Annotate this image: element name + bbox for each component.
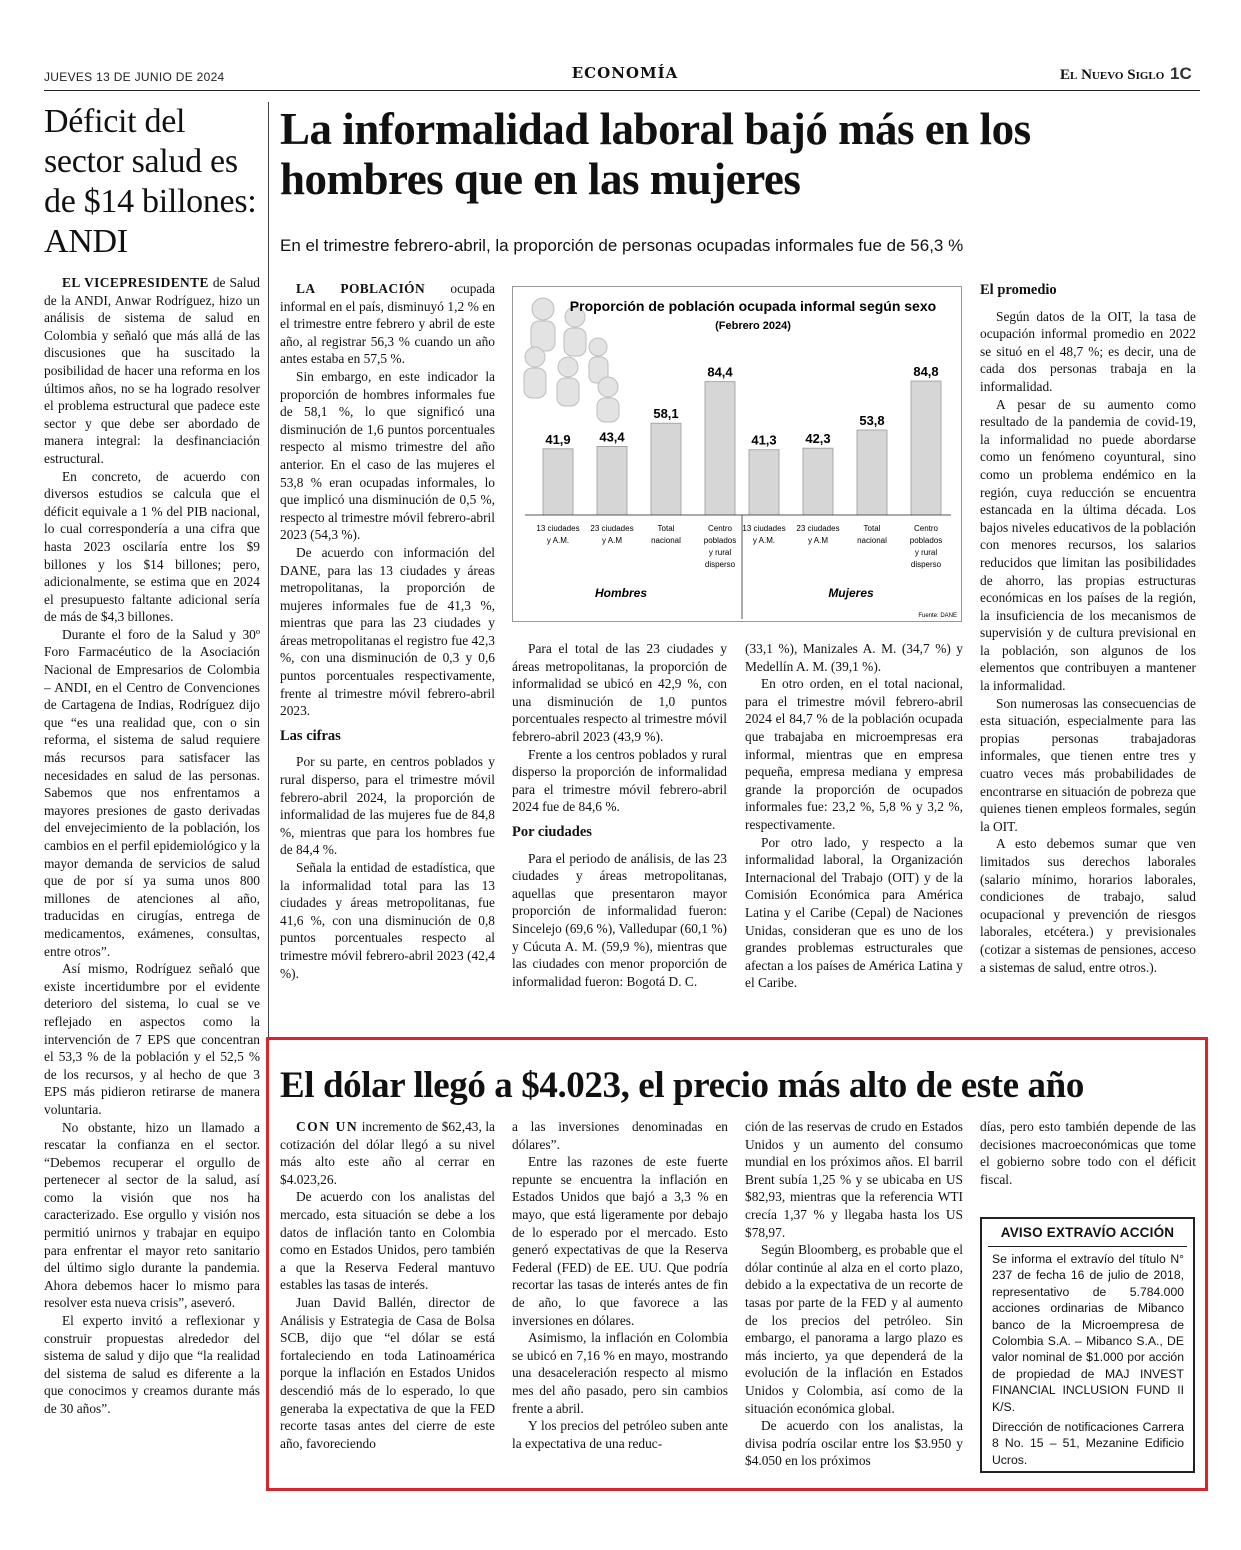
- chart-title: Proporción de población ocupada informal según sexo: [569, 298, 937, 314]
- sidebar-paragraph: Durante el foro de la Salud y 30º Foro Farmacéutico de la Asociación Nacional de Empresarios de Colombia – ANDI, en el Centro de Convenciones de Cartagena de Indias, Rodríguez dijo que “es una realidad que, con o sin reforma, el sistema de salud requiere más recursos para satisfacer las necesidades en salud de las personas. Sabemos que nos enfrentamos a mayores presiones de gasto derivadas del envejecimiento de la población, los cambios en el perfil epidemiológico y la mayor demanda de servicios de salud que de por sí ya suma unos 800 millones de atenciones al año, traducidas en cirugías, entrega de medicamentos, exámenes, consultas, entre otros”.: [44, 626, 260, 959]
- dollar-column-3: [745, 1118, 963, 1483]
- article-paragraph: Entre las razones de este fuerte repunte se encuentra la inflación en Estados Unidos que bajó a 3,3 % en mayo, que está ligeramente por debajo de lo esperado por el mercado. Esto generó expectativas de que la Reserva Federal (FED) de EE. UU. Que podría recortar las tasas de interés antes de fin de año, lo que favorece a las inversiones en dólares.: [512, 1154, 728, 1328]
- chart-bar: [651, 423, 681, 515]
- section-heading: El promedio: [980, 282, 1057, 298]
- chart-category-label: poblados: [909, 536, 943, 545]
- chart-data-label: 41,9: [545, 431, 571, 447]
- chart-bar: [749, 450, 779, 515]
- article-paragraph: LA POBLACIÓN ocupada informal en el país, disminuyó 1,2 % en el trimestre entre febrero y abril de este año, al registrar 56,3 % cuando un año antes estaba en 57,5 %.: [280, 281, 495, 367]
- notice-rule: [988, 1246, 1187, 1247]
- sidebar-lead: EL VICEPRESIDENTE: [62, 275, 209, 290]
- article-paragraph: días, pero esto también depende de las decisiones macroeconómicas que tome el gobierno sobre todo con el déficit fiscal.: [980, 1119, 1196, 1187]
- chart-bar: [597, 446, 627, 515]
- article-paragraph: Para el total de las 23 ciudades y áreas metropolitanas, la proporción de informalidad se ubicó en 42,9 %, con una disminución de 1,0 puntos porcentuales respecto al trimestre móvil febrero-abril 2023 (43,9 %).: [512, 641, 727, 744]
- chart-svg: [513, 287, 963, 623]
- article-paragraph: Y los precios del petróleo suben ante la expectativa de una reduc-: [512, 1418, 728, 1451]
- chart-category-label: 23 ciudades: [796, 524, 840, 533]
- people-illustration-icon: [524, 298, 619, 422]
- article-paragraph: CON UN incremento de $62,43, la cotización del dólar llegó a su nivel más alto este año al cerrar en $4.023,26.: [280, 1119, 495, 1187]
- article-paragraph: Según datos de la OIT, la tasa de ocupación informal promedio en 2022 se situó en el 48,7 %; es decir, una de cada dos personas trabaja en la informalidad.: [980, 308, 1196, 394]
- article-paragraph: (33,1 %), Manizales A. M. (34,7 %) y Medellín A. M. (39,1 %).: [745, 641, 963, 674]
- article-paragraph: Por su parte, en centros poblados y rural disperso, para el trimestre móvil febrero-abril 2024, la proporción de informalidad de las mujeres fue de 84,8 %, mientras que para los hombres fue de 84,4 %.: [280, 754, 495, 858]
- sidebar-article-body: [44, 274, 260, 1484]
- chart-category-label: nacional: [857, 536, 887, 545]
- article-paragraph: a las inversiones denominadas en dólares”.: [512, 1119, 728, 1152]
- chart-category-label: Centro: [707, 524, 733, 533]
- main-column-3: [745, 640, 963, 1025]
- chart-data-label: 84,8: [913, 364, 939, 380]
- chart-bar: [803, 448, 833, 515]
- article-paragraph: Para el periodo de análisis, de las 23 ciudades y áreas metropolitanas, aquellas que presentaron mayor proporción de informalidad fueron: Sincelejo (69,6 %), Valledupar (60,1 %) y Cúcuta A. M. (59,9 %), mientras que las ciudades con menor proporción de informalidad fueron: Bogotá D. C.: [512, 850, 727, 989]
- chart-group-label-mujeres: Mujeres: [828, 586, 874, 600]
- chart-category-label: y A.M: [601, 536, 623, 545]
- article-paragraph: Frente a los centros poblados y rural disperso la proporción de informalidad para el trimestre móvil febrero-abril 2024 fue de 84,6 %.: [512, 746, 727, 815]
- chart-data-label: 42,3: [805, 431, 831, 447]
- chart-bar: [911, 381, 941, 515]
- article-paragraph: De acuerdo con los analistas, la divisa podría oscilar entre los $3.950 y $4.050 en los próximos: [745, 1418, 963, 1469]
- chart-bar: [543, 449, 573, 515]
- main-subheadline: En el trimestre febrero-abril, la proporción de personas ocupadas informales fue de 56,3 %: [280, 236, 964, 255]
- dollar-column-1: [280, 1118, 495, 1483]
- page-number: 1C: [1170, 64, 1192, 83]
- article-paragraph: Asimismo, la inflación en Colombia se ubicó en 7,16 % en mayo, mostrando una desaceleración respecto al mismo mes del año pasado, pero sin cambios frente a abril.: [512, 1330, 728, 1416]
- header-date: JUEVES 13 DE JUNIO DE 2024: [44, 70, 225, 84]
- informality-chart: [512, 286, 962, 622]
- article-paragraph: Son numerosas las consecuencias de esta situación, especialmente para las propias personas trabajadoras informales, que tienen entre tres y cuatro veces más probabilidades de encontrarse en situación de pobreza que quienes tienen empleos formales, según la OIT.: [980, 695, 1196, 834]
- article-paragraph: A esto debemos sumar que ven limitados sus derechos laborales (salario mínimo, horarios laborales, condiciones de trabajo, salud ocupacional y prevención de riesgos laborales, etcétera.) y previsionales (cotizar a sistemas de pensiones, acceso a sistemas de salud, entre otros.).: [980, 836, 1196, 975]
- chart-data-label: 43,4: [599, 429, 625, 445]
- article-paragraph: De acuerdo con los analistas del mercado, esta situación se debe a los datos de inflación tanto en Colombia como en Estados Unidos, pero también a que la Reserva Federal mantuvo estables las tasas de interés.: [280, 1189, 495, 1293]
- notice-address: Dirección de notificaciones Carrera 8 No. 15 – 51, Mezanine Edificio Ucros.: [992, 1420, 1184, 1467]
- chart-group-label-hombres: Hombres: [594, 586, 648, 600]
- sidebar-paragraph: En concreto, de acuerdo con diversos estudios se calcula que el déficit equivale a 1 % del PIB nacional, lo cual correspondería a una cifra que hasta 2023 oscilaría entre los $9 billones y los $14 billones; pero, adicionalmente, se estima que en 2024 el presupuesto faltante adicional sería de más de $4,3 billones.: [44, 468, 260, 625]
- sidebar-paragraph: El experto invitó a reflexionar y construir propuestas alrededor del sistema de salud y dijo que “la realidad del sistema de salud es diferente a la que conocimos y creamos durante más de 30 años”.: [44, 1313, 260, 1416]
- dollar-lead: CON UN: [296, 1119, 359, 1134]
- dollar-column-4: [980, 1118, 1196, 1198]
- sidebar-paragraph: EL VICEPRESIDENTE de Salud de la ANDI, Anwar Rodríguez, hizo un análisis de sistema de salud en Colombia y señaló que más allá de las discusiones que ha suscitado la posibilidad de hacer una reforma en los últimos años, no se ha logrado resolver el problema estructural que padece este sector y que debe ser abordado de manera integral: la desfinanciación estructural.: [44, 275, 260, 466]
- newspaper-name: El Nuevo Siglo: [1060, 67, 1165, 83]
- chart-category-label: y A.M.: [752, 536, 776, 545]
- notice-title: AVISO EXTRAVÍO ACCIÓN: [1000, 1225, 1175, 1240]
- article-paragraph: A pesar de su aumento como resultado de la pandemia de covid-19, la informalidad no puede abordarse como un fenómeno coyuntural, sino como un problema endémico en la región, cuya reducción se encuentra estancada en la última década. Los bajos niveles educativos de la población con menores recursos, los salarios reducidos que limitan las posibilidades de ahorro, las propias estructuras económicas en los países de la región, la insuficiencia de los mecanismos de supervisión y de cultura previsional en la población, son algunos de los elementos que contribuyen a mantener la informalidad.: [980, 396, 1196, 694]
- main-column-1: [280, 280, 495, 1020]
- chart-data-label: 41,3: [751, 432, 777, 448]
- chart-category-label: y rural: [914, 548, 938, 557]
- chart-category-label: y A.M: [807, 536, 829, 545]
- chart-source: Fuente: DANE: [918, 613, 957, 619]
- chart-data-label: 58,1: [653, 406, 679, 422]
- section-heading: Las cifras: [280, 727, 341, 744]
- article-paragraph: Juan David Ballén, director de Análisis y Estrategia de Casa de Bolsa SCB, dijo que “el dólar se está fortaleciendo en toda Latinoamérica porque la inflación en Estados Unidos descendió más de lo esperado, lo que generaba la expectativa de que la FED recorte tasas antes del cierre de este año, favoreciendo: [280, 1294, 495, 1451]
- chart-category-label: Centro: [913, 524, 939, 533]
- article-paragraph: Según Bloomberg, es probable que el dólar continúe al alza en el corto plazo, debido a la expectativa de un recorte de tasas por parte de la FED y al aumento de los precios del petróleo. Sin embargo, el panorama a largo plazo es más incierto, ya que dependerá de la evolución de la inflación en Estados Unidos y Colombia, así como de la situación económica global.: [745, 1242, 963, 1416]
- notice-body: [992, 1251, 1184, 1468]
- dollar-column-2: [512, 1118, 728, 1483]
- chart-category-label: 23 ciudades: [590, 524, 634, 533]
- chart-category-label: poblados: [703, 536, 737, 545]
- chart-category-label: 13 ciudades: [536, 524, 580, 533]
- section-heading: Por ciudades: [512, 823, 592, 840]
- article-paragraph: De acuerdo con información del DANE, para las 13 ciudades y áreas metropolitanas, la proporción de mujeres informales fue de 41,3 %, mientras que para las 23 ciudades y áreas metropolitanas el registro fue 42,3 %, con una disminución de 0,3 y 0,6 puntos porcentuales respectivamente, frente al trimestre móvil febrero-abril 2023.: [280, 544, 495, 719]
- article-paragraph: ción de las reservas de crudo en Estados Unidos y un aumento del consumo mundial en los próximos años. El barril Brent subía 1,25 % y se ubicaba en US $82,93, mientras que la referencia WTI crecía 1,37 % y llegaba hasta los US $78,97.: [745, 1119, 963, 1240]
- section-name: ECONOMÍA: [571, 64, 679, 82]
- chart-category-label: disperso: [910, 560, 942, 569]
- article-paragraph: Señala la entidad de estadística, que la informalidad total para las 13 ciudades y áreas metropolitanas, fue 41,6 %, con una disminución de 0,8 puntos porcentuales respecto al trimestre móvil febrero-abril 2023 (42,4 %).: [280, 860, 495, 981]
- notice-box: [980, 1217, 1195, 1473]
- chart-subtitle: (Febrero 2024): [715, 320, 791, 332]
- article-paragraph: Por otro lado, y respecto a la informalidad laboral, la Organización Internacional del Trabajo (OIT) y de la Comisión Económica para América Latina y el Caribe (Cepal) de Naciones Unidas, consideran que es uno de los grandes problemas estructurales que afectan a los países de América Latina y el Caribe.: [745, 834, 963, 991]
- chart-category-label: y rural: [708, 548, 732, 557]
- main-column-2: [512, 640, 727, 1025]
- sidebar-paragraph: No obstante, hizo un llamado a rescatar la confianza en el sector. “Debemos recuperar el orgullo de pertenecer al sector de la salud, así como la visión que nos ha caracterizado. Ese orgullo y visión nos permitió unirnos y trabajar en equipo para enfrentar el mayor reto sanitario del último siglo durante la pandemia. Ahora debemos hacer lo mismo para resolver esta nueva crisis”, aseveró.: [44, 1119, 260, 1311]
- sidebar-paragraph: Así mismo, Rodríguez señaló que existe incertidumbre por el evidente deterioro del sistema, lo cual se ve reflejado en aspectos como la intervención de 7 EPS que concentran el 53,3 % de la población y el 52,5 % de los recursos, y al hecho de que 3 EPS más pidieron retirarse de manera voluntaria.: [44, 961, 260, 1117]
- chart-category-label: disperso: [704, 560, 736, 569]
- chart-category-labels: [536, 524, 942, 569]
- chart-data-label: 84,4: [707, 364, 733, 380]
- dollar-headline: El dólar llegó a $4.023, el precio más alto de este año: [280, 1065, 1084, 1106]
- chart-category-label: Total: [657, 524, 675, 533]
- main-lead: LA POBLACIÓN: [296, 281, 426, 296]
- chart-category-label: y A.M.: [546, 536, 570, 545]
- chart-category-label: Total: [863, 524, 881, 533]
- article-paragraph: Sin embargo, en este indicador la proporción de hombres informales fue de 58,1 %, lo que significó una disminución de 1,6 puntos porcentuales respecto al mismo trimestre del año anterior. En el caso de las mujeres el 53,8 % eran ocupadas informales, lo que implicó una disminución de 0,5 %, respecto al trimestre móvil febrero-abril 2023 (54,3 %).: [280, 368, 495, 543]
- sidebar-article-title: Déficit del sector salud es de $14 billones: ANDI: [44, 103, 257, 260]
- notice-text: Se informa el extravío del título N° 237 de fecha 16 de julio de 2018, representativo de 5.784.000 acciones ordinarias de Mibanco banco de la Microempresa de Colombia S.A. – Mibanco S.A., DE valor nominal de $1.000 por acción de propiedad de MAJ INVEST FINANCIAL INCLUSION FUND II K/S.: [992, 1252, 1184, 1414]
- chart-data-label: 53,8: [859, 412, 885, 428]
- chart-bar: [857, 430, 887, 515]
- main-column-4: [980, 282, 1196, 1022]
- header-rule: [44, 90, 1200, 91]
- chart-category-label: nacional: [651, 536, 681, 545]
- article-paragraph: En otro orden, en el total nacional, para el trimestre móvil febrero-abril 2024 el 84,7 % de la población ocupada que trabajaba en microempresas era informal, mientras que en empresa pequeña, empresa mediana y empresa grande la proporción de ocupados informales fue: 23,2 %, 5,8 % y 3,2 %, respectivamente.: [745, 676, 963, 832]
- main-headline: La informalidad laboral bajó más en los hombres que en las mujeres: [280, 104, 1031, 204]
- chart-category-label: 13 ciudades: [742, 524, 786, 533]
- chart-bar: [705, 382, 735, 515]
